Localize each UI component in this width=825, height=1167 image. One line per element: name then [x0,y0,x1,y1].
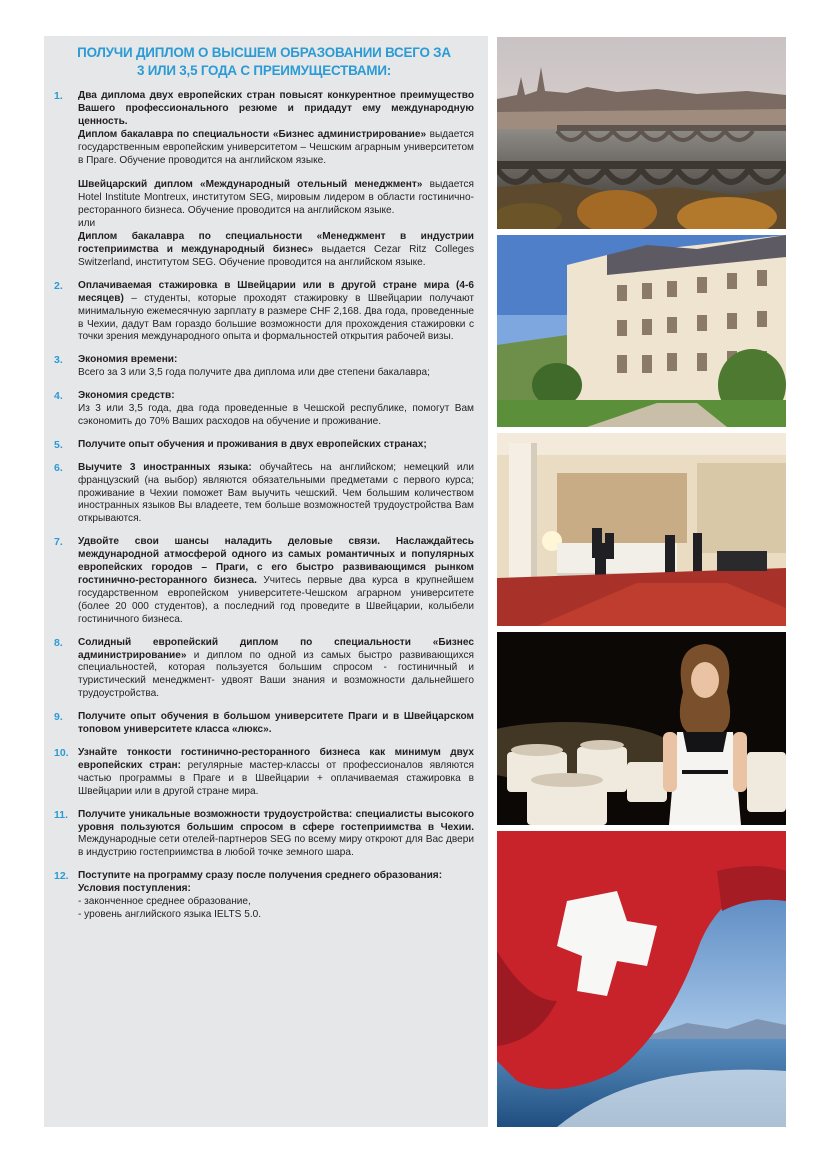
item-number: 2. [54,279,63,292]
content-panel [44,36,488,1127]
item-number: 1. [54,90,63,102]
item-number: 9. [54,711,63,724]
swiss-flag-boat-photo [497,831,786,1127]
list-item: 3. Экономия времени: Всего за 3 или 3,5 года получите два диплома или две степени бакалавра; [54,354,430,379]
item-number: 7. [54,536,63,549]
lakeside-hotel-photo [497,235,786,427]
hotel-lobby-photo [497,433,786,626]
item-number: 4. [54,390,63,403]
benefits-list [54,90,474,922]
list-item: 4. Экономия средств: Из 3 или 3,5 года, два года проведенные в Чешской республике, помогут Вам сэкономить до 70% Ваших расходов на обучение и проживание. [54,390,474,427]
item-number: 10. [54,746,69,759]
list-item: 9. Получите опыт обучения в большом университете Праги и в Швейцарском топовом университете класса «люкс». [54,711,474,736]
item-number: 11. [54,808,69,821]
list-item: 11. Получите уникальные возможности трудоустройства: специалисты высокого уровня пользуются большим спросом в сфере гостеприимства в Чехии. Международные сети отелей-партнеров SEG по всему миру откроют для Вас двери в индустрию гостеприимства в любой точке земного шара. [54,808,474,859]
item-number: 3. [54,354,63,367]
list-item: 1. Два диплома двух европейских стран повысят конкурентное преимущество Вашего профессионального резюме и придадут ему международную ценность. Диплом бакалавра по специальности «Бизнес администрирование» выдается государственным европейским университетом – Чешским аграрным университетом в Праге. Обучение проводится на английском языке. Швейцарский диплом «Международный отельный менеджмент» выдается Hotel Institute Montreux, институтом SEG, мировым лидером в области гостинично-ресторанного бизнеса. Обучение проводится на английском языке. или Диплом бакалавра по специальности «Менеджмент в индустрии гостеприимства и международный бизнес» выдается Cezar Ritz Colleges Switzerland, институтом SEG. Обучение проводится на английском языке. [54,90,475,268]
page-title: ПОЛУЧИ ДИПЛОМ О ВЫСШЕМ ОБРАЗОВАНИИ ВСЕГО ЗА 3 ИЛИ 3,5 ГОДА С ПРЕИМУЩЕСТВАМИ: [77,45,451,78]
item-number: 12. [54,870,69,883]
list-item: 10. Узнайте тонкости гостинично-ресторанного бизнеса как минимум двух европейских стран: регулярные мастер-классы от профессионалов являются частью программы в Праге и в Швейцарии + оплачиваемая стажировка в Швейцарии или в другой стране мира. [54,746,474,797]
list-item: 12. Поступите на программу сразу после получения среднего образования: Условия поступления: - законченное среднее образование, - уровень английского языка IELTS 5.0. [54,870,443,920]
item-number: 5. [54,438,63,451]
student-restaurant-photo [497,632,786,825]
item-number: 6. [54,461,63,474]
list-item: 7. Удвойте свои шансы наладить деловые связи. Наслаждайтесь международной атмосферой одного из самых романтичных и популярных европейских городов – Праги, с его быстро развивающимся рынком гостинично-ресторанного бизнеса. Учитесь первые два курса в крупнейшем государственном европейском университете-Чешском аграрном университете (более 20 000 студентов), а последний год проведите в Швейцарии, колыбели гостиничного бизнеса. [54,536,474,625]
list-item: 6. Выучите 3 иностранных языка: обучайтесь на английском; немецкий или французский (на выбор) являются обязательными предметами с первого курса; проживание в Чехии поможет Вам выучить чешский. Чем большим количеством иностранных языков Вы владеете, тем больше возможностей трудоустройства Вам открываются. [54,461,474,525]
list-item: 5. Получите опыт обучения и проживания в двух европейских странах; [54,438,427,451]
list-item: 2. Оплачиваемая стажировка в Швейцарии или в другой стране мира (4-6 месяцев) – студенты, которые проходят стажировку в Швейцарии получают минимальную ежемесячную зарплату в размере CHF 2,168. Два года, проведенные в Чехии, дадут Вам гораздо большие возможности для прохождения стажировки с точки зрения международного опыта и формальностей открытия рабочей визы. [54,279,474,343]
list-item: 8. Солидный европейский диплом по специальности «Бизнес администрирование» и диплом по одной из самых быстро развивающихся специальностей, которая пользуется большим спросом - гостиничный и туристический менеджмент- удвоят Ваши знания и возможности дальнейшего трудоустройства. [54,636,474,700]
prague-bridges-photo [497,37,786,229]
item-number: 8. [54,636,63,649]
